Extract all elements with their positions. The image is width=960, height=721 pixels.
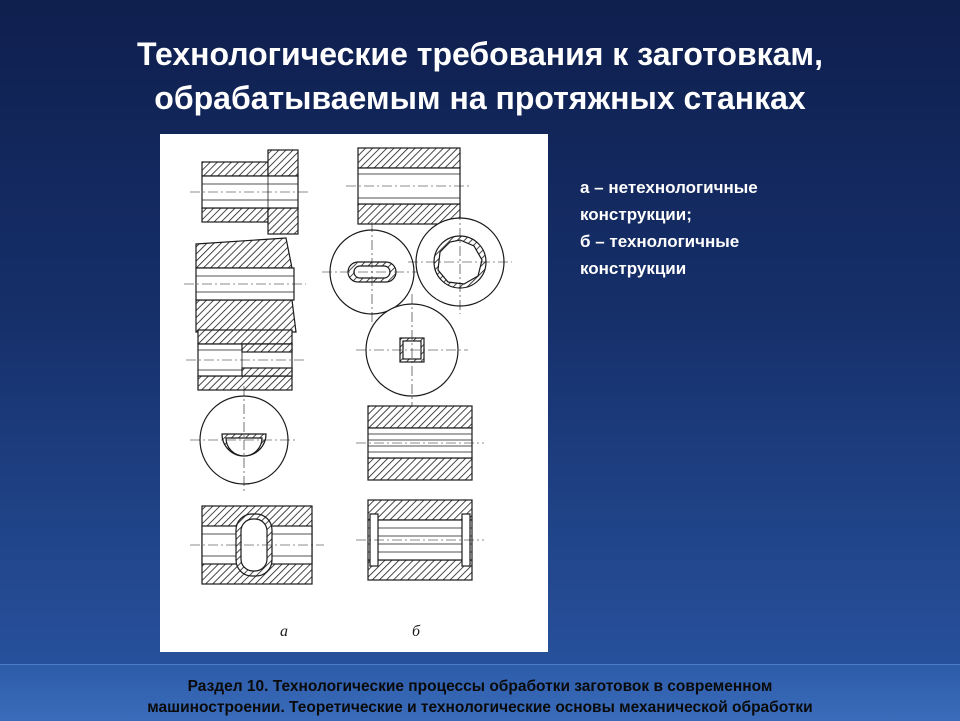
slide-title-line-1: Технологические требования к заготовкам, <box>137 36 823 72</box>
figure-label-b: б <box>411 623 421 640</box>
part-a4-round-d-bore <box>190 386 298 494</box>
figure-label-a: а <box>280 623 288 640</box>
part-a2-tapered-body <box>184 238 306 332</box>
legend-line-3: б – технологичные <box>580 232 740 251</box>
footer-line-1: Раздел 10. Технологические процессы обработки заготовок в современном <box>187 678 773 695</box>
figure-legend <box>580 174 920 282</box>
part-b3-round-splined <box>408 210 512 314</box>
legend-line-4: конструкции <box>580 259 687 278</box>
technical-drawing-figure <box>160 134 548 652</box>
part-a3-stepped-bore <box>186 330 304 390</box>
part-a5-oval-cavity <box>190 506 324 584</box>
slide-title-line-2: обрабатываемым на протяжных станках <box>154 80 806 116</box>
slide-title <box>40 32 920 120</box>
footer-line-2: машиностроении. Теоретические и технологические основы механической обработки <box>147 699 813 716</box>
legend-line-1: а – нетехнологичные <box>580 178 758 197</box>
legend-line-2: конструкции; <box>580 205 692 224</box>
slide-footer <box>40 676 920 718</box>
part-a1-stepped-bushing <box>190 150 310 234</box>
part-b5-spline-section <box>356 406 484 480</box>
part-b6-spline-grooved <box>356 500 484 580</box>
part-b1-plain-bushing <box>346 148 472 224</box>
